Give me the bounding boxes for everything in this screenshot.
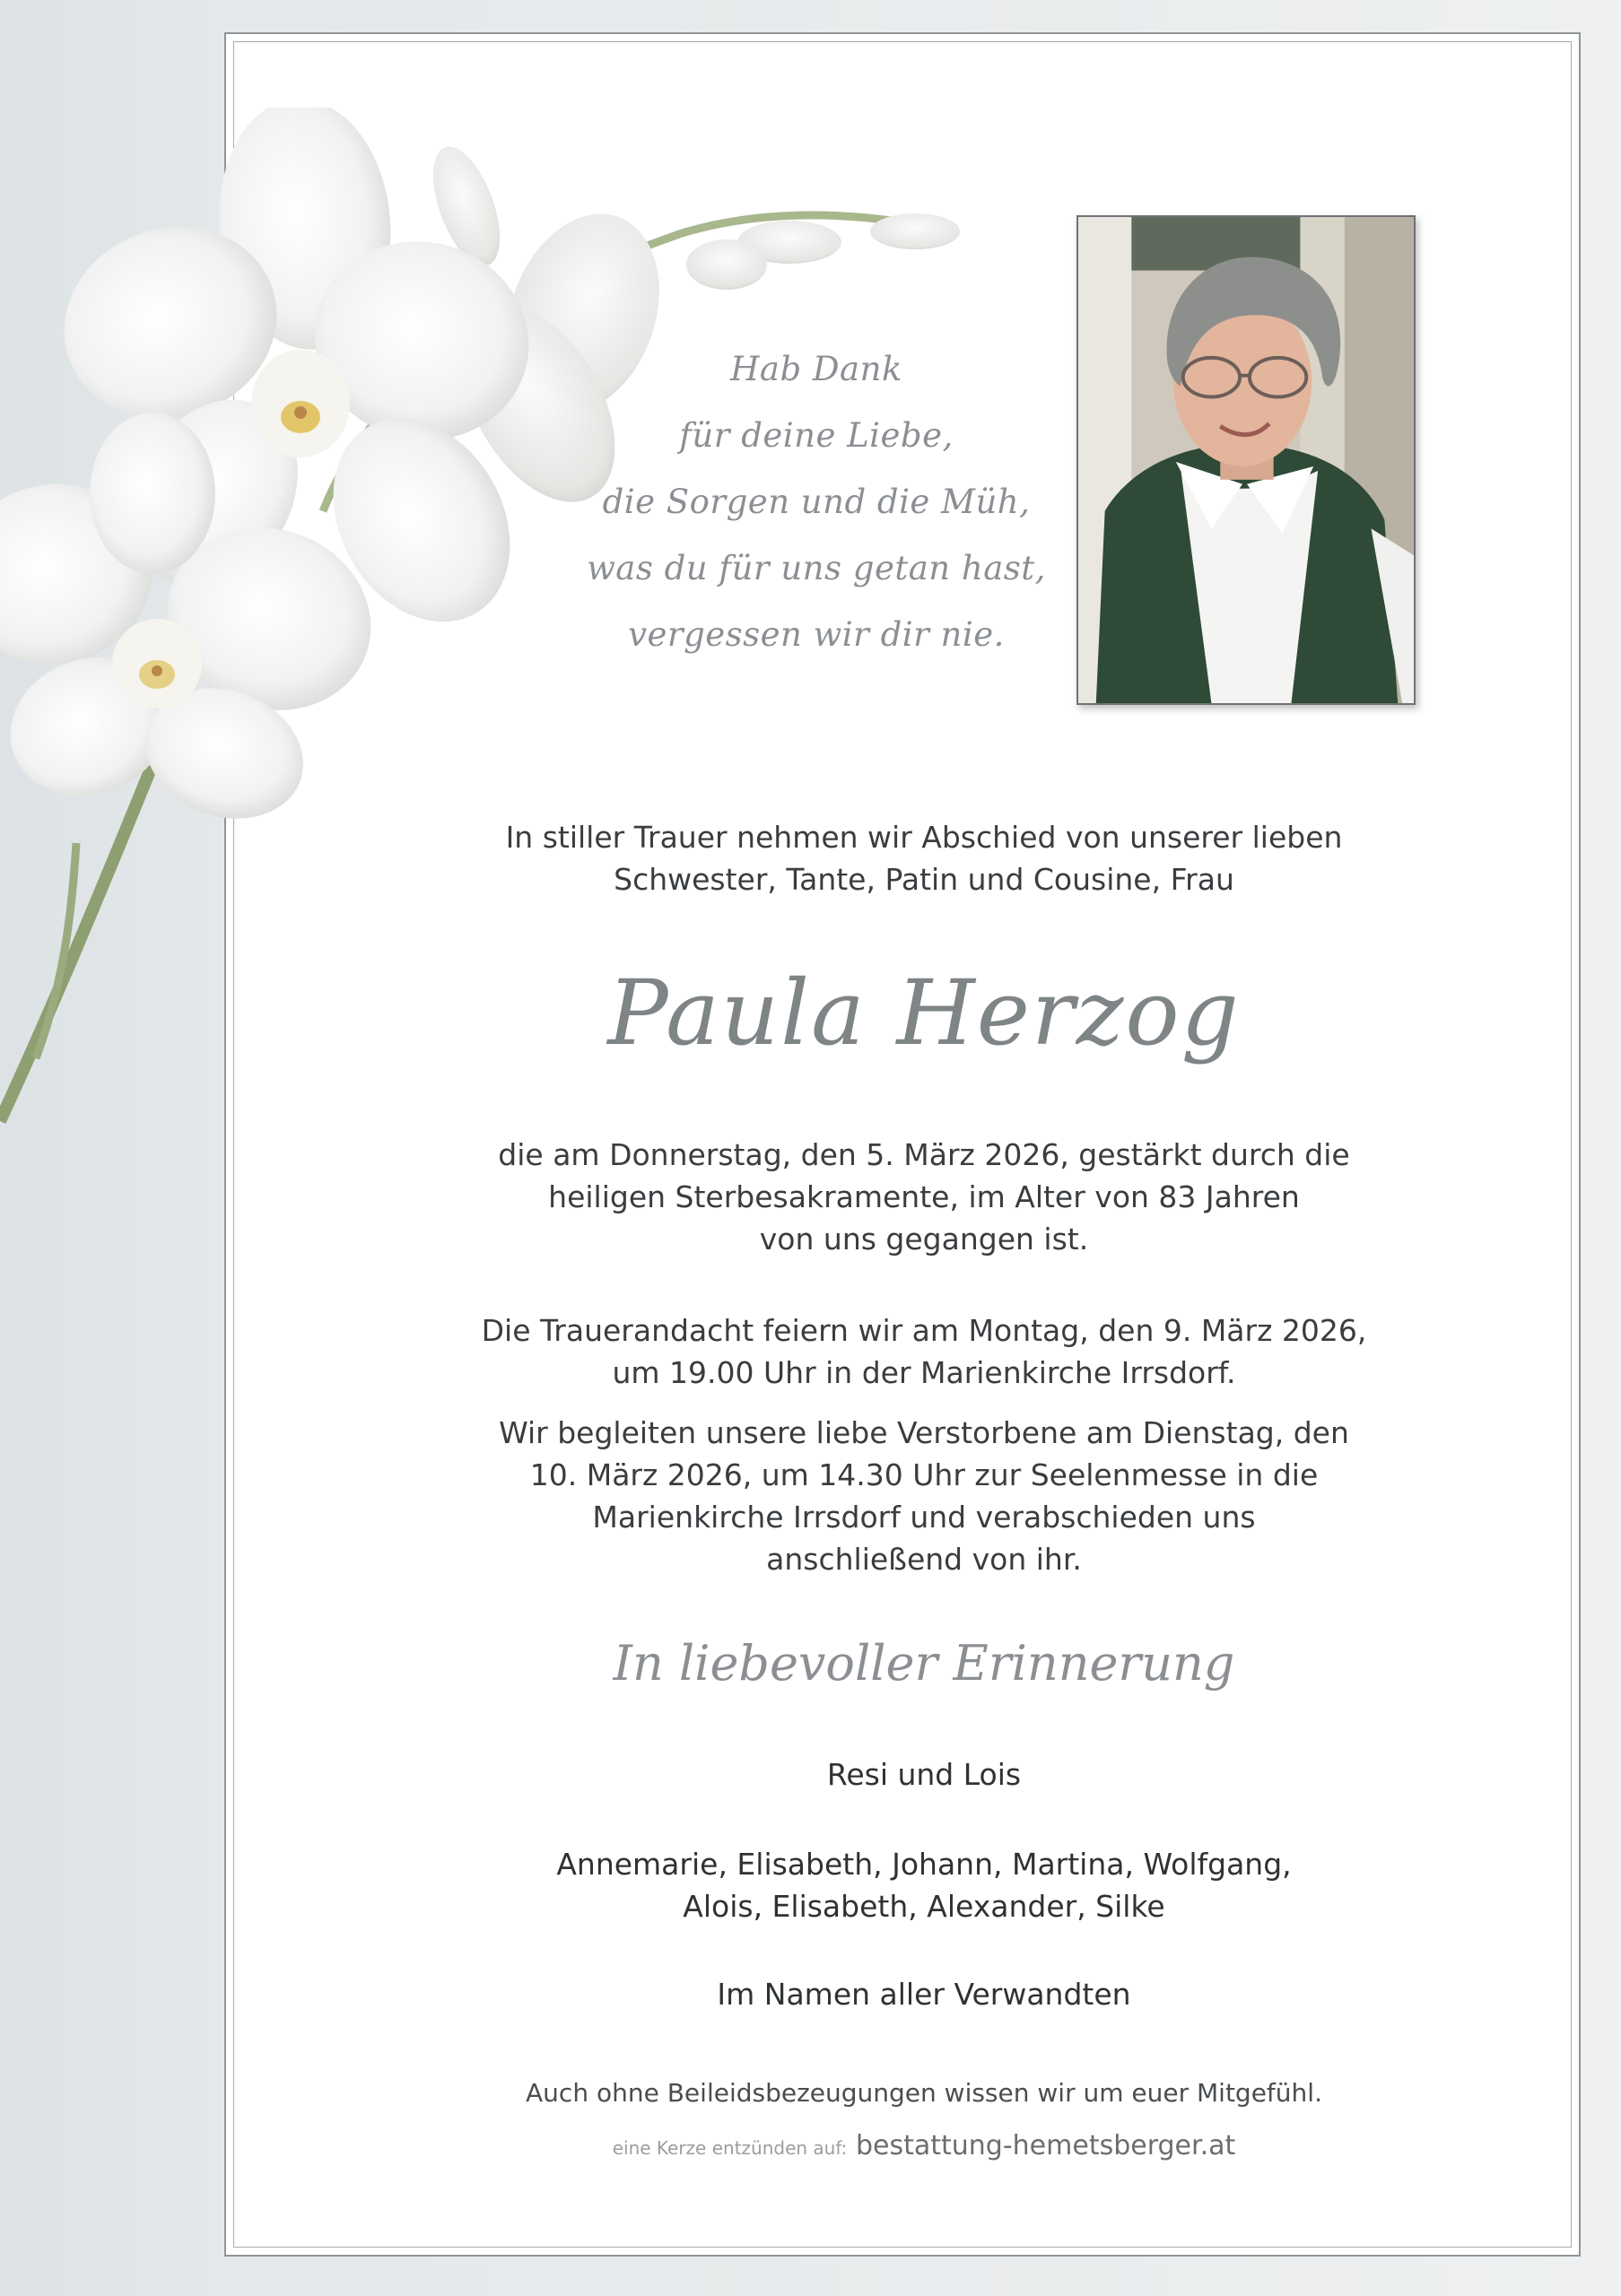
family-line: Annemarie, Elisabeth, Johann, Martina, Wolfgang,	[556, 1847, 1292, 1882]
family-group-2	[449, 1843, 1399, 1927]
family-line: Resi und Lois	[826, 1757, 1022, 1792]
verse-line: was du für uns getan hast,	[587, 549, 1046, 587]
candle-prefix: eine Kerze entzünden auf:	[612, 2137, 848, 2159]
service-line: Die Trauerandacht feiern wir am Montag, den 9. März 2026,	[481, 1313, 1367, 1348]
intro-line: Schwester, Tante, Patin und Cousine, Frau	[614, 862, 1234, 897]
candle-link-line	[449, 2128, 1399, 2166]
burial-line: Wir begleiten unsere liebe Verstorbene am Dienstag, den	[499, 1415, 1349, 1450]
memory-heading: In liebevoller Erinnerung	[613, 1635, 1235, 1692]
service-info	[449, 1309, 1399, 1394]
verse-line: Hab Dank	[730, 350, 902, 388]
death-line: die am Donnerstag, den 5. März 2026, gestärkt durch die	[498, 1137, 1350, 1172]
deceased-name: Paula Herzog	[607, 961, 1241, 1065]
family-line: Im Namen aller Verwandten	[717, 1977, 1131, 2012]
family-line: Alois, Elisabeth, Alexander, Silke	[683, 1889, 1165, 1924]
burial-info	[449, 1412, 1399, 1580]
verse-line: für deine Liebe,	[679, 416, 954, 455]
memorial-verse	[556, 336, 1076, 668]
burial-line: 10. März 2026, um 14.30 Uhr zur Seelenmesse in die	[529, 1457, 1319, 1492]
verse-line: vergessen wir dir nie.	[628, 615, 1005, 654]
burial-line: Marienkirche Irrsdorf und verabschieden uns	[592, 1500, 1256, 1535]
family-group-3	[449, 1973, 1399, 2015]
family-group-1	[449, 1753, 1399, 1796]
portrait-photo	[1076, 215, 1416, 705]
intro-line: In stiller Trauer nehmen wir Abschied von unserer lieben	[505, 820, 1343, 855]
verse-line: die Sorgen und die Müh,	[602, 483, 1031, 521]
candle-website-link[interactable]: bestattung-hemetsberger.at	[855, 2130, 1236, 2161]
death-notice	[449, 1134, 1399, 1260]
death-line: von uns gegangen ist.	[759, 1222, 1089, 1257]
burial-line: anschließend von ihr.	[766, 1542, 1082, 1577]
sympathy-note	[449, 2075, 1399, 2111]
intro-text	[449, 816, 1399, 900]
service-line: um 19.00 Uhr in der Marienkirche Irrsdorf.	[612, 1355, 1236, 1390]
sympathy-line: Auch ohne Beileidsbezeugungen wissen wir um euer Mitgefühl.	[526, 2078, 1322, 2108]
death-line: heiligen Sterbesakramente, im Alter von 83 Jahren	[548, 1179, 1300, 1214]
